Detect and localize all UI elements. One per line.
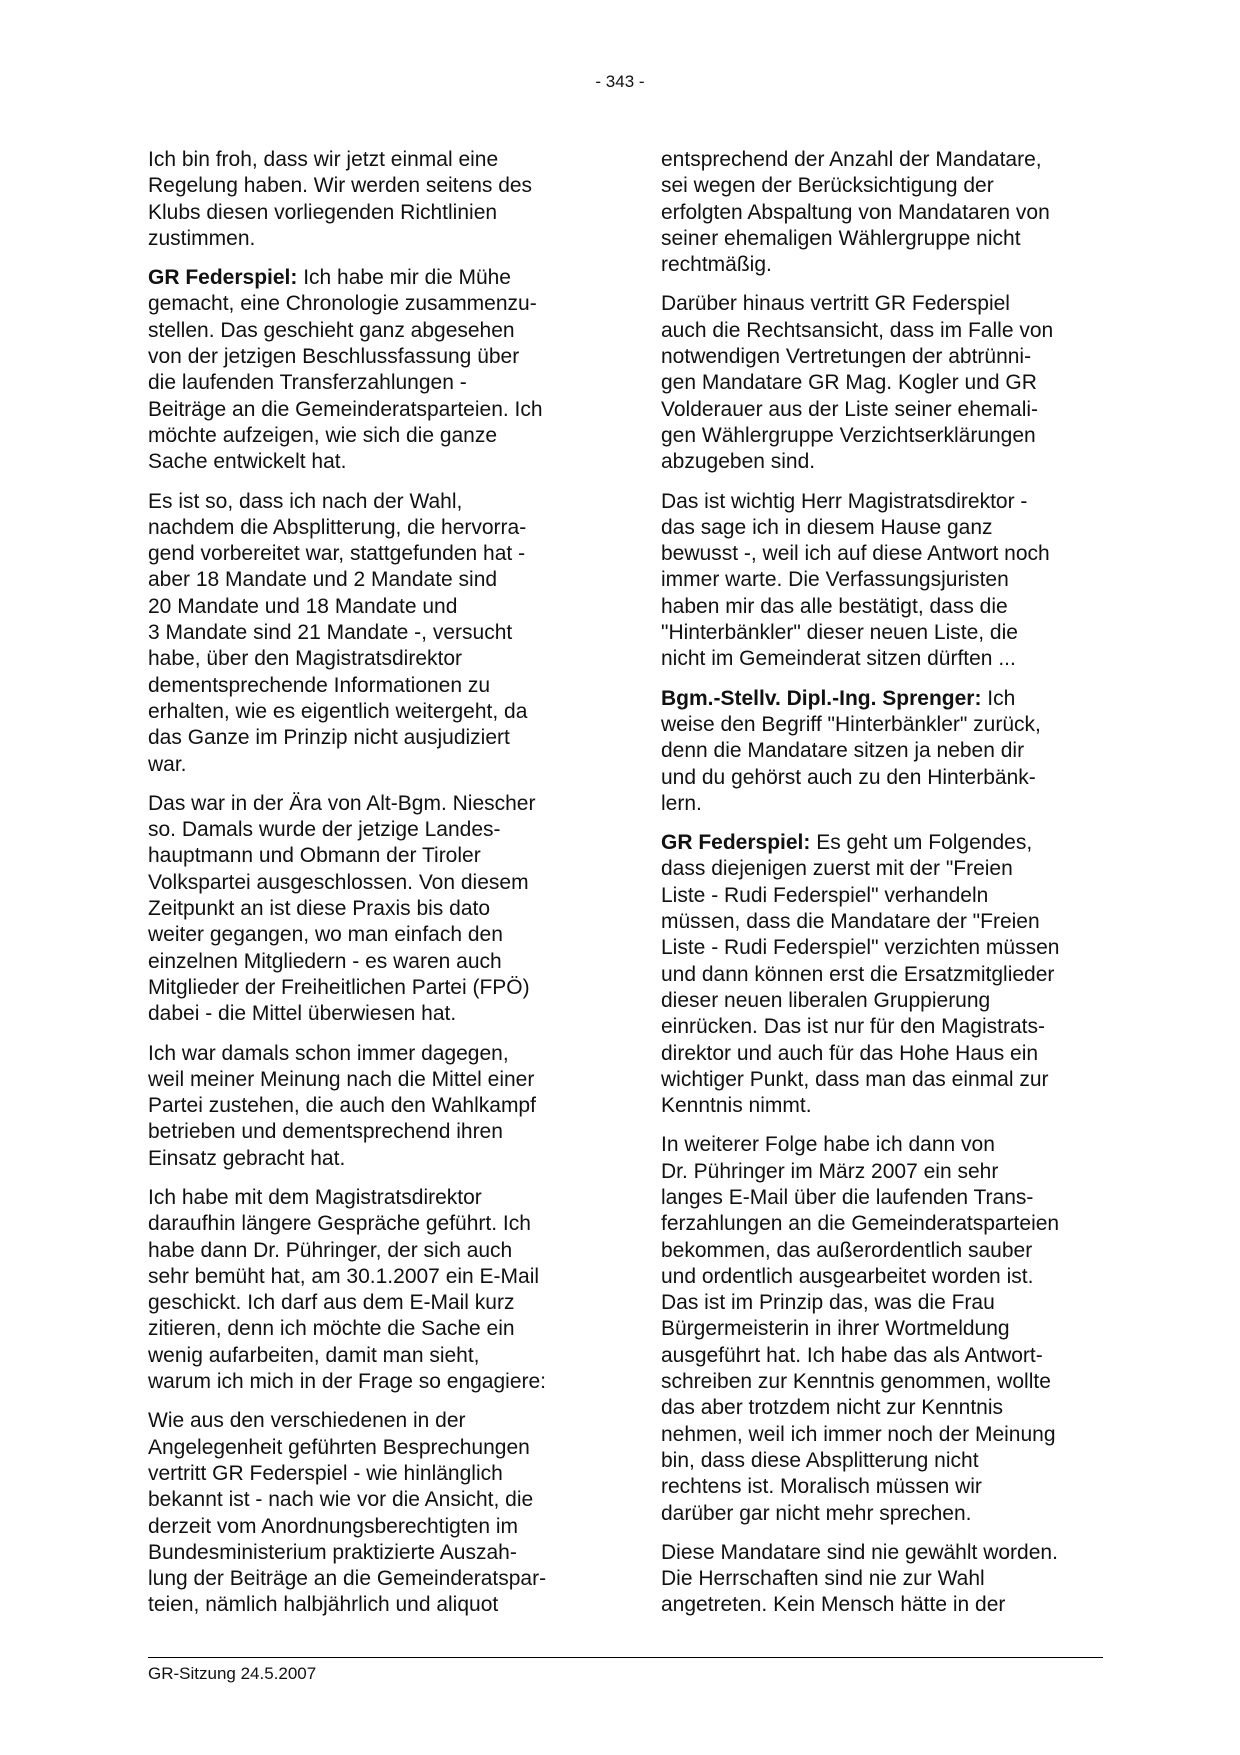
paragraph-text: Ich habe mit dem Magistratsdirektor daraufhin längere Gespräche geführt. Ich habe dann Dr. Pühringer, der sich auch sehr bemüht hat, am 30.1.2007 ein E-Mail geschickt. Ich darf aus dem E-Mail kurz zitieren, denn ich möchte die Sache ein wenig aufarbeiten, damit man sieht, warum ich mich in der Frage so engagiere: xyxy=(148,1185,547,1394)
paragraph xyxy=(661,291,1131,475)
paragraph xyxy=(148,1041,618,1172)
paragraph-text: Ich bin froh, dass wir jetzt einmal eine Regelung haben. Wir werden seitens des Klubs diesen vorliegenden Richtlinien zustimmen. xyxy=(148,148,533,250)
paragraph-text: Es geht um Folgendes, dass diejenigen zuerst mit der "Freien Liste - Rudi Federspiel" verhandeln müssen, dass die Mandatare der "Freien Liste - Rudi Federspiel" verzichten müssen und dann können erst die Ersatzmitglieder dieser neuen liberalen Gruppierung einrücken. Das ist nur für den Magistrats- direktor und auch für das Hohe Haus ein wichtiger Punkt, dass man das einmal zur Kenntnis nimmt. xyxy=(661,831,1060,1118)
footer-divider xyxy=(148,1657,1103,1658)
speaker-label: GR Federspiel: xyxy=(148,266,298,290)
paragraph xyxy=(148,1185,618,1395)
speaker-label: Bgm.-Stellv. Dipl.-Ing. Sprenger: xyxy=(661,686,982,710)
paragraph-text: Wie aus den verschiedenen in der Angelegenheit geführten Besprechungen vertritt GR Federspiel - wie hinlänglich bekannt ist - nach wie vor die Ansicht, die derzeit vom Anordnungsberechtigten im Bundesministerium praktizierte Auszah- lung der Beiträge an die Gemeinderatspar- teien, nämlich halbjährlich und aliquot xyxy=(148,1409,547,1617)
paragraph xyxy=(661,489,1131,673)
paragraph-text: entsprechend der Anzahl der Mandatare, sei wegen der Berücksichtigung der erfolgten Abspaltung von Mandataren von seiner ehemaligen Wählergruppe nicht rechtmäßig. xyxy=(661,148,1050,277)
paragraph-text: Ich war damals schon immer dagegen, weil meiner Meinung nach die Mittel einer Partei zustehen, die auch den Wahlkampf betrieben und dementsprechend ihren Einsatz gebracht hat. xyxy=(148,1041,536,1170)
footer-text: GR-Sitzung 24.5.2007 xyxy=(148,1664,317,1683)
paragraph-text: Diese Mandatare sind nie gewählt worden. Die Herrschaften sind nie zur Wahl angetreten. Kein Mensch hätte in der xyxy=(661,1540,1058,1617)
paragraph xyxy=(148,489,618,778)
paragraph xyxy=(661,686,1131,817)
paragraph xyxy=(661,1540,1131,1619)
paragraph-text: In weiterer Folge habe ich dann von Dr. Pühringer im März 2007 ein sehr langes E-Mail über die laufenden Trans- ferzahlungen an die Gemeinderatsparteien bekommen, das außerordentlich sauber und ordentlich ausgearbeitet worden ist. Das ist im Prinzip das, was die Frau Bürgermeisterin in ihrer Wortmeldung ausgeführt hat. Ich habe das als Antwort- schreiben zur Kenntnis genommen, wollte das aber trotzdem nicht zur Kenntnis nehmen, weil ich immer noch der Meinung bin, dass diese Absplitterung nicht rechtens ist. Moralisch müssen wir darüber gar nicht mehr sprechen. xyxy=(661,1133,1060,1525)
paragraph-text: Darüber hinaus vertritt GR Federspiel auch die Rechtsansicht, dass im Falle von notwendigen Vertretungen der abtrünni- gen Mandatare GR Mag. Kogler und GR Volderauer aus der Liste seiner ehemali- gen Wählergruppe Verzichtserklärungen abzugeben sind. xyxy=(661,292,1054,474)
paragraph-text: Ich habe mir die Mühe gemacht, eine Chronologie zusammenzu- stellen. Das geschieht ganz abgesehen von der jetzigen Beschlussfassung über die laufenden Transferzahlungen - Beiträge an die Gemeinderatsparteien. Ich möchte aufzeigen, wie sich die ganze Sache entwickelt hat. xyxy=(148,266,543,474)
left-column xyxy=(148,147,618,1632)
paragraph-text: Es ist so, dass ich nach der Wahl, nachdem die Absplitterung, die hervorra- gend vorbereitet war, stattgefunden hat - aber 18 Mandate und 2 Mandate sind 20 Mandate und 18 Mandate und 3 Mandate sind 21 Mandate -, versucht habe, über den Magistratsdirektor dementsprechende Informationen zu erhalten, wie es eigentlich weitergeht, da das Ganze im Prinzip nicht ausjudiziert war. xyxy=(148,489,528,776)
paragraph xyxy=(148,147,618,252)
page-number: - 343 - xyxy=(595,72,645,91)
paragraph xyxy=(661,1132,1131,1526)
paragraph xyxy=(148,1408,618,1618)
paragraph-text: Das ist wichtig Herr Magistratsdirektor - das sage ich in diesem Hause ganz bewusst -, weil ich auf diese Antwort noch immer warte. Die Verfassungsjuristen haben mir das alle bestätigt, dass die "Hinterbänkler" dieser neuen Liste, die nicht im Gemeinderat sitzen dürften ... xyxy=(661,489,1050,671)
paragraph xyxy=(148,791,618,1028)
paragraph xyxy=(661,147,1131,278)
paragraph xyxy=(148,265,618,475)
paragraph xyxy=(661,830,1131,1119)
paragraph-text: Das war in der Ära von Alt-Bgm. Niescher so. Damals wurde der jetzige Landes- hauptmann und Obmann der Tiroler Volkspartei ausgeschlossen. Von diesem Zeitpunkt an ist diese Praxis bis dato weiter gegangen, wo man einfach den einzelnen Mitgliedern - es waren auch Mitglieder der Freiheitlichen Partei (FPÖ) dabei - die Mittel überwiesen hat. xyxy=(148,791,536,1026)
speaker-label: GR Federspiel: xyxy=(661,831,811,855)
right-column xyxy=(661,147,1131,1632)
paragraph-text: Ich weise den Begriff "Hinterbänkler" zurück, denn die Mandatare sitzen ja neben dir und du gehörst auch zu den Hinterbänk- lern. xyxy=(661,686,1041,815)
